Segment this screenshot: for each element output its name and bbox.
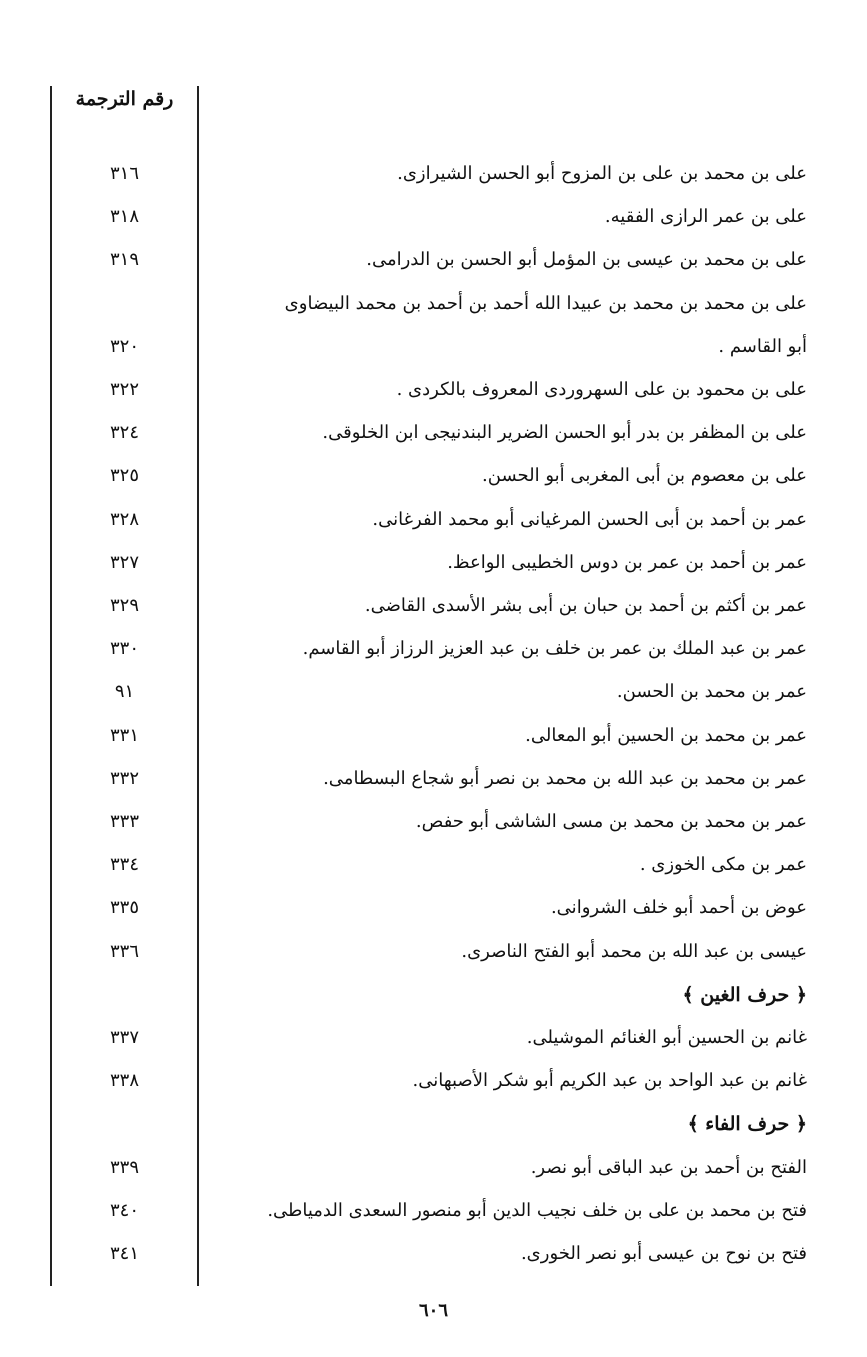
entry-name: عمر بن مكى الخوزى . [639,854,807,876]
index-row [0,586,867,626]
index-row [0,759,867,799]
entry-name: الفتح بن أحمد بن عبد الباقى أبو نصر. [530,1156,807,1178]
index-row [0,413,867,453]
index-row [0,888,867,928]
entry-number: ٣١٨ [109,206,139,228]
entry-name: عمر بن أحمد بن أبى الحسن المرغيانى أبو محمد الفرغانى. [372,508,807,530]
entry-name: عمر بن محمد بن الحسن. [616,681,807,703]
index-row [0,672,867,712]
entry-number: ٣١٦ [109,163,139,184]
section-heading-row [0,975,867,1015]
entry-number: ٣٣٧ [109,1027,139,1048]
entry-number: ٣٢٢ [109,379,139,400]
index-row [0,932,867,972]
index-row [0,802,867,842]
entry-name: على بن محمد بن على بن المزوح أبو الحسن الشيرازى. [397,163,807,184]
entry-name: على بن محمود بن على السهروردى المعروف بالكردى . [396,379,807,400]
entry-number: ٣٢٧ [109,551,139,573]
entry-number: ٣٢٨ [109,508,139,530]
index-row [0,456,867,496]
entry-number: ٣٢٥ [109,465,139,487]
entry-number: ٣٢٤ [109,422,139,444]
index-row [0,327,867,367]
section-heading-row [0,1104,867,1144]
entry-number: ٣٣٤ [109,854,139,876]
entry-name: عمر بن أكثم بن أحمد بن حبان بن أبى بشر الأسدى القاضى. [364,595,807,616]
index-row [0,197,867,237]
entry-name: عمر بن محمد بن الحسين أبو المعالى. [525,724,807,746]
index-row [0,1061,867,1101]
entry-number: ٣٣١ [109,724,139,746]
index-row [0,240,867,280]
entry-name: عوض بن أحمد أبو خلف الشروانى. [550,897,807,919]
number-column-header: رقم الترجمة [75,88,174,110]
index-row [0,629,867,669]
index-row [0,1148,867,1188]
index-row [0,1018,867,1058]
entry-number: ٩١ [114,681,135,703]
entry-name: غانم بن عبد الواحد بن عبد الكريم أبو شكر الأصبهانى. [412,1070,807,1092]
entry-number: ٣١٩ [109,249,139,271]
section-heading: ﴿ حرف الفاء ﴾ [687,1113,807,1136]
section-heading: ﴿ حرف الغين ﴾ [682,983,807,1006]
entry-number: ٣٣٠ [109,638,139,660]
entry-number: ٣٣٣ [109,811,139,832]
entry-name: فتح بن نوح بن عيسى أبو نصر الخورى. [520,1243,807,1264]
entry-name: عيسى بن عبد الله بن محمد أبو الفتح الناصرى. [461,940,807,962]
entry-name: عمر بن أحمد بن عمر بن دوس الخطيبى الواعظ. [447,551,807,573]
entry-name: على بن معصوم بن أبى المغربى أبو الحسن. [482,465,807,487]
entry-name: أبو القاسم . [718,335,807,357]
entry-number: ٣٣٨ [109,1070,139,1092]
index-row [0,154,867,194]
entry-number: ٣٣٩ [109,1156,139,1178]
index-row [0,543,867,583]
entry-number: ٣٣٥ [109,897,139,919]
entry-name: عمر بن عبد الملك بن عمر بن خلف بن عبد العزيز الرزاز أبو القاسم. [302,638,807,660]
index-row [0,370,867,410]
entry-number: ٣٢٩ [109,595,139,616]
entry-number: ٣٤١ [109,1243,139,1264]
entry-name: عمر بن محمد بن محمد بن مسى الشاشى أبو حفص. [415,811,807,832]
page-number: ٦٠٦ [418,1300,448,1321]
index-row [0,1191,867,1231]
entry-number: ٣٣٦ [109,940,139,962]
entry-name: على بن محمد بن محمد بن عبيدا الله أحمد بن أحمد بن محمد البيضاوى [284,292,807,314]
entry-name: غانم بن الحسين أبو الغنائم الموشيلى. [526,1027,807,1048]
entry-name: على بن عمر الرازى الفقيه. [604,206,807,228]
entry-name: عمر بن محمد بن عبد الله بن محمد بن نصر أبو شجاع البسطامى. [323,767,807,789]
index-row [0,1234,867,1274]
entry-name: على بن محمد بن عيسى بن المؤمل أبو الحسن بن الدرامى. [366,249,807,271]
index-row [0,845,867,885]
entry-name: فتح بن محمد بن على بن خلف نجيب الدين أبو منصور السعدى الدمياطى. [267,1199,807,1221]
entry-number: ٣٣٢ [109,767,139,789]
index-row [0,716,867,756]
entry-name: على بن المظفر بن بدر أبو الحسن الضرير البندنيجى ابن الخلوقى. [322,422,807,444]
entry-number: ٣٤٠ [109,1199,139,1221]
entry-number: ٣٢٠ [109,335,139,357]
index-row [0,500,867,540]
index-row [0,284,867,324]
